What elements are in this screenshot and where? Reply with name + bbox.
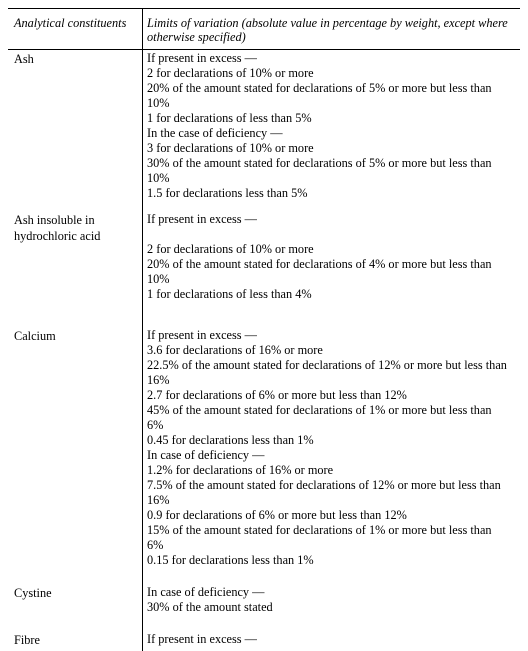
limit-line: In case of deficiency — (147, 585, 265, 599)
limit-line (147, 227, 517, 242)
header-limits-of-variation: Limits of variation (absolute value in percentage by weight, except where otherwise specified) (147, 16, 508, 44)
limit-line: 16% (147, 493, 170, 507)
limit-line: 1 for declarations of less than 5% (147, 111, 312, 125)
limit-line: 20% of the amount stated for declarations of 5% or more but less than (147, 81, 492, 95)
column-divider (142, 8, 143, 651)
limit-line: 22.5% of the amount stated for declarations of 12% or more but less than (147, 358, 507, 372)
limit-line: 0.15 for declarations less than 1% (147, 553, 314, 567)
limit-line: 6% (147, 418, 164, 432)
limit-line: In the case of deficiency — (147, 126, 283, 140)
limit-line: 20% of the amount stated for declarations of 4% or more but less than (147, 257, 492, 271)
limits-text (147, 328, 517, 568)
limit-line: 45% of the amount stated for declarations of 1% or more but less than (147, 403, 492, 417)
limit-line: 10% (147, 272, 170, 286)
limits-text (147, 585, 517, 615)
regulation-table (8, 8, 520, 651)
limit-line: 1.2% for declarations of 16% or more (147, 463, 334, 477)
constituent-name: Ash (14, 52, 34, 66)
limit-line: 0.9 for declarations of 6% or more but less than 12% (147, 508, 407, 522)
limit-line: 6% (147, 538, 164, 552)
limit-line: 10% (147, 171, 170, 185)
limits-text (147, 632, 517, 647)
limit-line: 3.6 for declarations of 16% or more (147, 343, 323, 357)
limit-line: If present in excess — (147, 51, 257, 65)
limits-text (147, 212, 517, 302)
limit-line: 30% of the amount stated for declarations of 5% or more but less than (147, 156, 492, 170)
limit-line: 2 for declarations of 10% or more (147, 242, 314, 256)
header-analytical-constituents: Analytical constituents (14, 16, 127, 30)
limit-line: If present in excess — (147, 212, 257, 226)
constituent-name: Ash insoluble in hydrochloric acid (14, 213, 101, 243)
limit-line: In case of deficiency — (147, 448, 265, 462)
limit-line: 7.5% of the amount stated for declarations of 12% or more but less than (147, 478, 501, 492)
limit-line: 0.45 for declarations less than 1% (147, 433, 314, 447)
constituent-name: Fibre (14, 633, 40, 647)
limit-line: 1.5 for declarations less than 5% (147, 186, 308, 200)
table-header (8, 8, 520, 50)
limit-line: 1 for declarations of less than 4% (147, 287, 312, 301)
constituent-name: Cystine (14, 586, 52, 600)
limit-line: If present in excess — (147, 328, 257, 342)
constituent-name: Calcium (14, 329, 56, 343)
limit-line: 2 for declarations of 10% or more (147, 66, 314, 80)
limits-text (147, 51, 517, 201)
limit-line: 3 for declarations of 10% or more (147, 141, 314, 155)
limit-line: 10% (147, 96, 170, 110)
limit-line: 30% of the amount stated (147, 600, 273, 614)
limit-line: If present in excess — (147, 632, 257, 646)
limit-line: 16% (147, 373, 170, 387)
limit-line: 15% of the amount stated for declarations of 1% or more but less than (147, 523, 492, 537)
limit-line: 2.7 for declarations of 6% or more but less than 12% (147, 388, 407, 402)
